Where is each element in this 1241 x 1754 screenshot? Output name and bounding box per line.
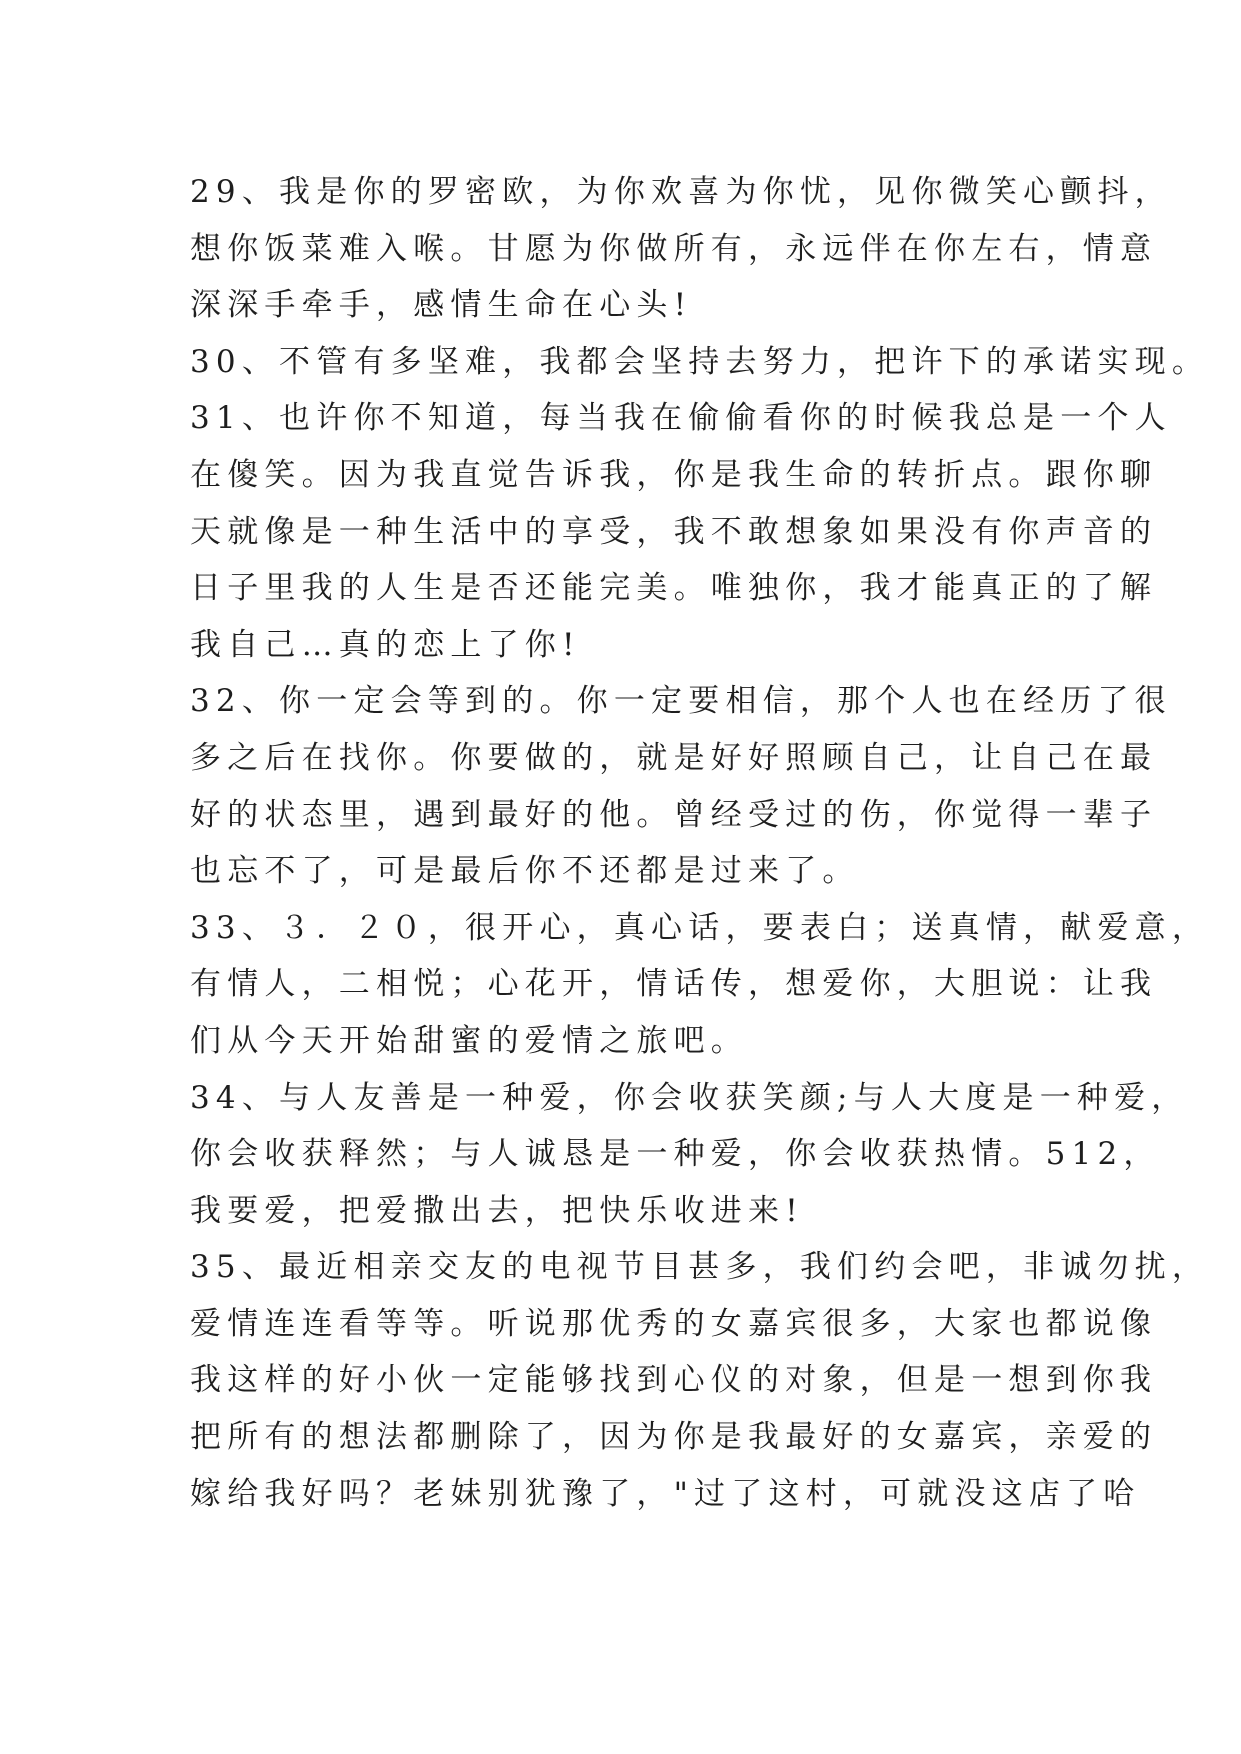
text-line: 29、我是你的罗密欧，为你欢喜为你忧，见你微笑心颤抖，: [190, 174, 1172, 210]
text-line: 深深手牵手，感情生命在心头!: [190, 287, 693, 324]
text-line: 31、也许你不知道，每当我在偷偷看你的时候我总是一个人: [190, 400, 1172, 437]
text-line: 日子里我的人生是否还能完美。唯独你，我才能真正的了解: [190, 570, 1158, 607]
text-line: 34、与人友善是一种爱，你会收获笑颜;与人大度是一种爱，: [190, 1079, 1189, 1116]
text-line: 爱情连连看等等。听说那优秀的女嘉宾很多，大家也都说像: [190, 1305, 1158, 1342]
text-line: 多之后在找你。你要做的，就是好好照顾自己，让自己在最: [190, 739, 1158, 776]
document-text: [190, 164, 1210, 1522]
text-line: 我自己…真的恋上了你!: [190, 626, 581, 663]
text-line: 在傻笑。因为我直觉告诉我，你是我生命的转折点。跟你聊: [190, 456, 1158, 493]
text-line: 们从今天开始甜蜜的爱情之旅吧。: [190, 1022, 748, 1059]
text-line: 也忘不了，可是最后你不还都是过来了。: [190, 853, 860, 890]
text-line: 35、最近相亲交友的电视节目甚多，我们约会吧，非诚勿扰，: [190, 1249, 1210, 1286]
text-line: 33、３．２０，很开心，真心话，要表白；送真情，献爱意，: [190, 909, 1210, 946]
text-line: 32、你一定会等到的。你一定要相信，那个人也在经历了很: [190, 683, 1172, 720]
text-line: 好的状态里，遇到最好的他。曾经受过的伤，你觉得一辈子: [190, 796, 1158, 833]
text-line: 把所有的想法都删除了，因为你是我最好的女嘉宾，亲爱的: [190, 1419, 1158, 1456]
text-line: 有情人，二相悦；心花开，情话传，想爱你，大胆说：让我: [190, 966, 1158, 1003]
text-line: 天就像是一种生活中的享受，我不敢想象如果没有你声音的: [190, 513, 1158, 550]
text-line: 嫁给我好吗？老妹别犹豫了，"过了这村，可就没这店了哈: [190, 1475, 1141, 1512]
text-line: 我要爱，把爱撒出去，把快乐收进来!: [190, 1192, 804, 1229]
text-line: 我这样的好小伙一定能够找到心仪的对象，但是一想到你我: [190, 1362, 1158, 1399]
text-line: 你会收获释然；与人诚恳是一种爱，你会收获热情。512，: [190, 1136, 1161, 1173]
text-line: 30、不管有多坚难，我都会坚持去努力，把许下的承诺实现。: [190, 343, 1210, 380]
text-line: 想你饭菜难入喉。甘愿为你做所有，永远伴在你左右，情意: [190, 230, 1158, 267]
